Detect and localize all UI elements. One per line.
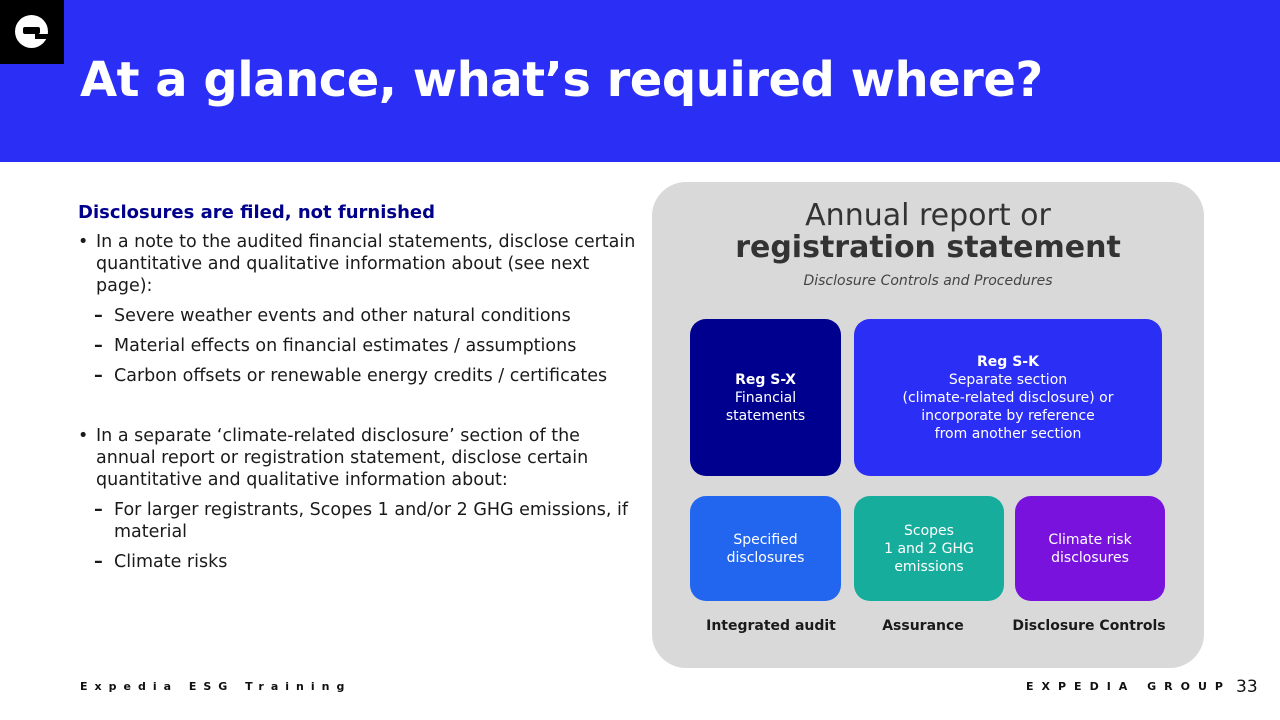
- reg-sk-line2: (climate-related disclosure) or: [902, 389, 1114, 406]
- left-content: [78, 202, 638, 581]
- bullet-dot-icon: •: [78, 426, 89, 446]
- bullet-text: In a note to the audited financial statements, disclose certain quantitative and qualitative information about (see next page):: [96, 232, 636, 296]
- dash-icon: –: [94, 306, 103, 326]
- reg-sk-line4: from another section: [934, 425, 1082, 442]
- sub-bullet-text: Climate risks: [114, 552, 228, 572]
- dash-icon: –: [94, 366, 103, 386]
- scopes-ghg-box: [854, 496, 1004, 601]
- sub-bullet-item: [78, 365, 638, 387]
- panel-title-line1: Annual report or: [805, 198, 1051, 233]
- panel-title-line2: registration statement: [735, 230, 1121, 265]
- integrated-audit-label: Integrated audit: [706, 618, 836, 634]
- bullet-item: [78, 231, 638, 297]
- page-title: At a glance, what’s required where?: [80, 52, 1043, 108]
- reg-sk-line1: Separate section: [948, 371, 1068, 388]
- scopes-line3: emissions: [894, 558, 964, 575]
- specified-disclosures-box: [690, 496, 841, 601]
- sub-bullet-item: [78, 551, 638, 573]
- sub-bullet-text: For larger registrants, Scopes 1 and/or 2 GHG emissions, if material: [114, 500, 629, 542]
- subheading: Disclosures are filed, not furnished: [78, 202, 436, 223]
- expedia-e-icon: [15, 15, 48, 48]
- reg-sx-line1: Financial: [734, 389, 797, 406]
- sub-bullet-text: Severe weather events and other natural conditions: [114, 306, 571, 326]
- sub-bullet-item: [78, 335, 638, 357]
- disclosure-controls-label: Disclosure Controls: [1012, 618, 1166, 634]
- specified-line2: disclosures: [726, 549, 805, 566]
- reg-sk-line3: incorporate by reference: [921, 407, 1095, 424]
- reg-sk-title: Reg S-K: [977, 353, 1039, 370]
- reg-sx-box: [690, 319, 841, 476]
- annual-report-panel: [652, 182, 1204, 668]
- scopes-line1: Scopes: [904, 522, 954, 539]
- sub-bullet-text: Carbon offsets or renewable energy credits / certificates: [114, 366, 608, 386]
- bullet-text: In a separate ‘climate-related disclosure’ section of the annual report or registration statement, disclose certain quantitative and qualitative information about:: [96, 426, 589, 490]
- climate-line2: disclosures: [1051, 549, 1129, 566]
- dash-icon: –: [94, 336, 103, 356]
- bullet-item: [78, 425, 638, 491]
- climate-line1: Climate risk: [1048, 531, 1132, 548]
- dash-icon: –: [94, 500, 103, 520]
- sub-bullet-item: [78, 305, 638, 327]
- header-banner: [0, 0, 1280, 162]
- specified-line1: Specified: [733, 531, 798, 548]
- reg-sx-title: Reg S-X: [735, 371, 796, 388]
- footer-training-label: Expedia ESG Training: [80, 680, 352, 693]
- panel-subtitle: Disclosure Controls and Procedures: [803, 273, 1053, 289]
- climate-risk-box: [1015, 496, 1165, 601]
- dash-icon: –: [94, 552, 103, 572]
- reg-sk-box: [854, 319, 1162, 476]
- page-number: 33: [1236, 677, 1258, 697]
- sub-bullet-item: [78, 499, 638, 543]
- bullet-dot-icon: •: [78, 232, 89, 252]
- sub-bullet-text: Material effects on financial estimates / assumptions: [114, 336, 577, 356]
- scopes-line2: 1 and 2 GHG: [884, 540, 974, 557]
- assurance-label: Assurance: [882, 618, 964, 634]
- logo: [0, 0, 64, 64]
- footer-brand-label: EXPEDIA GROUP: [1026, 680, 1231, 693]
- reg-sx-line2: statements: [725, 407, 806, 424]
